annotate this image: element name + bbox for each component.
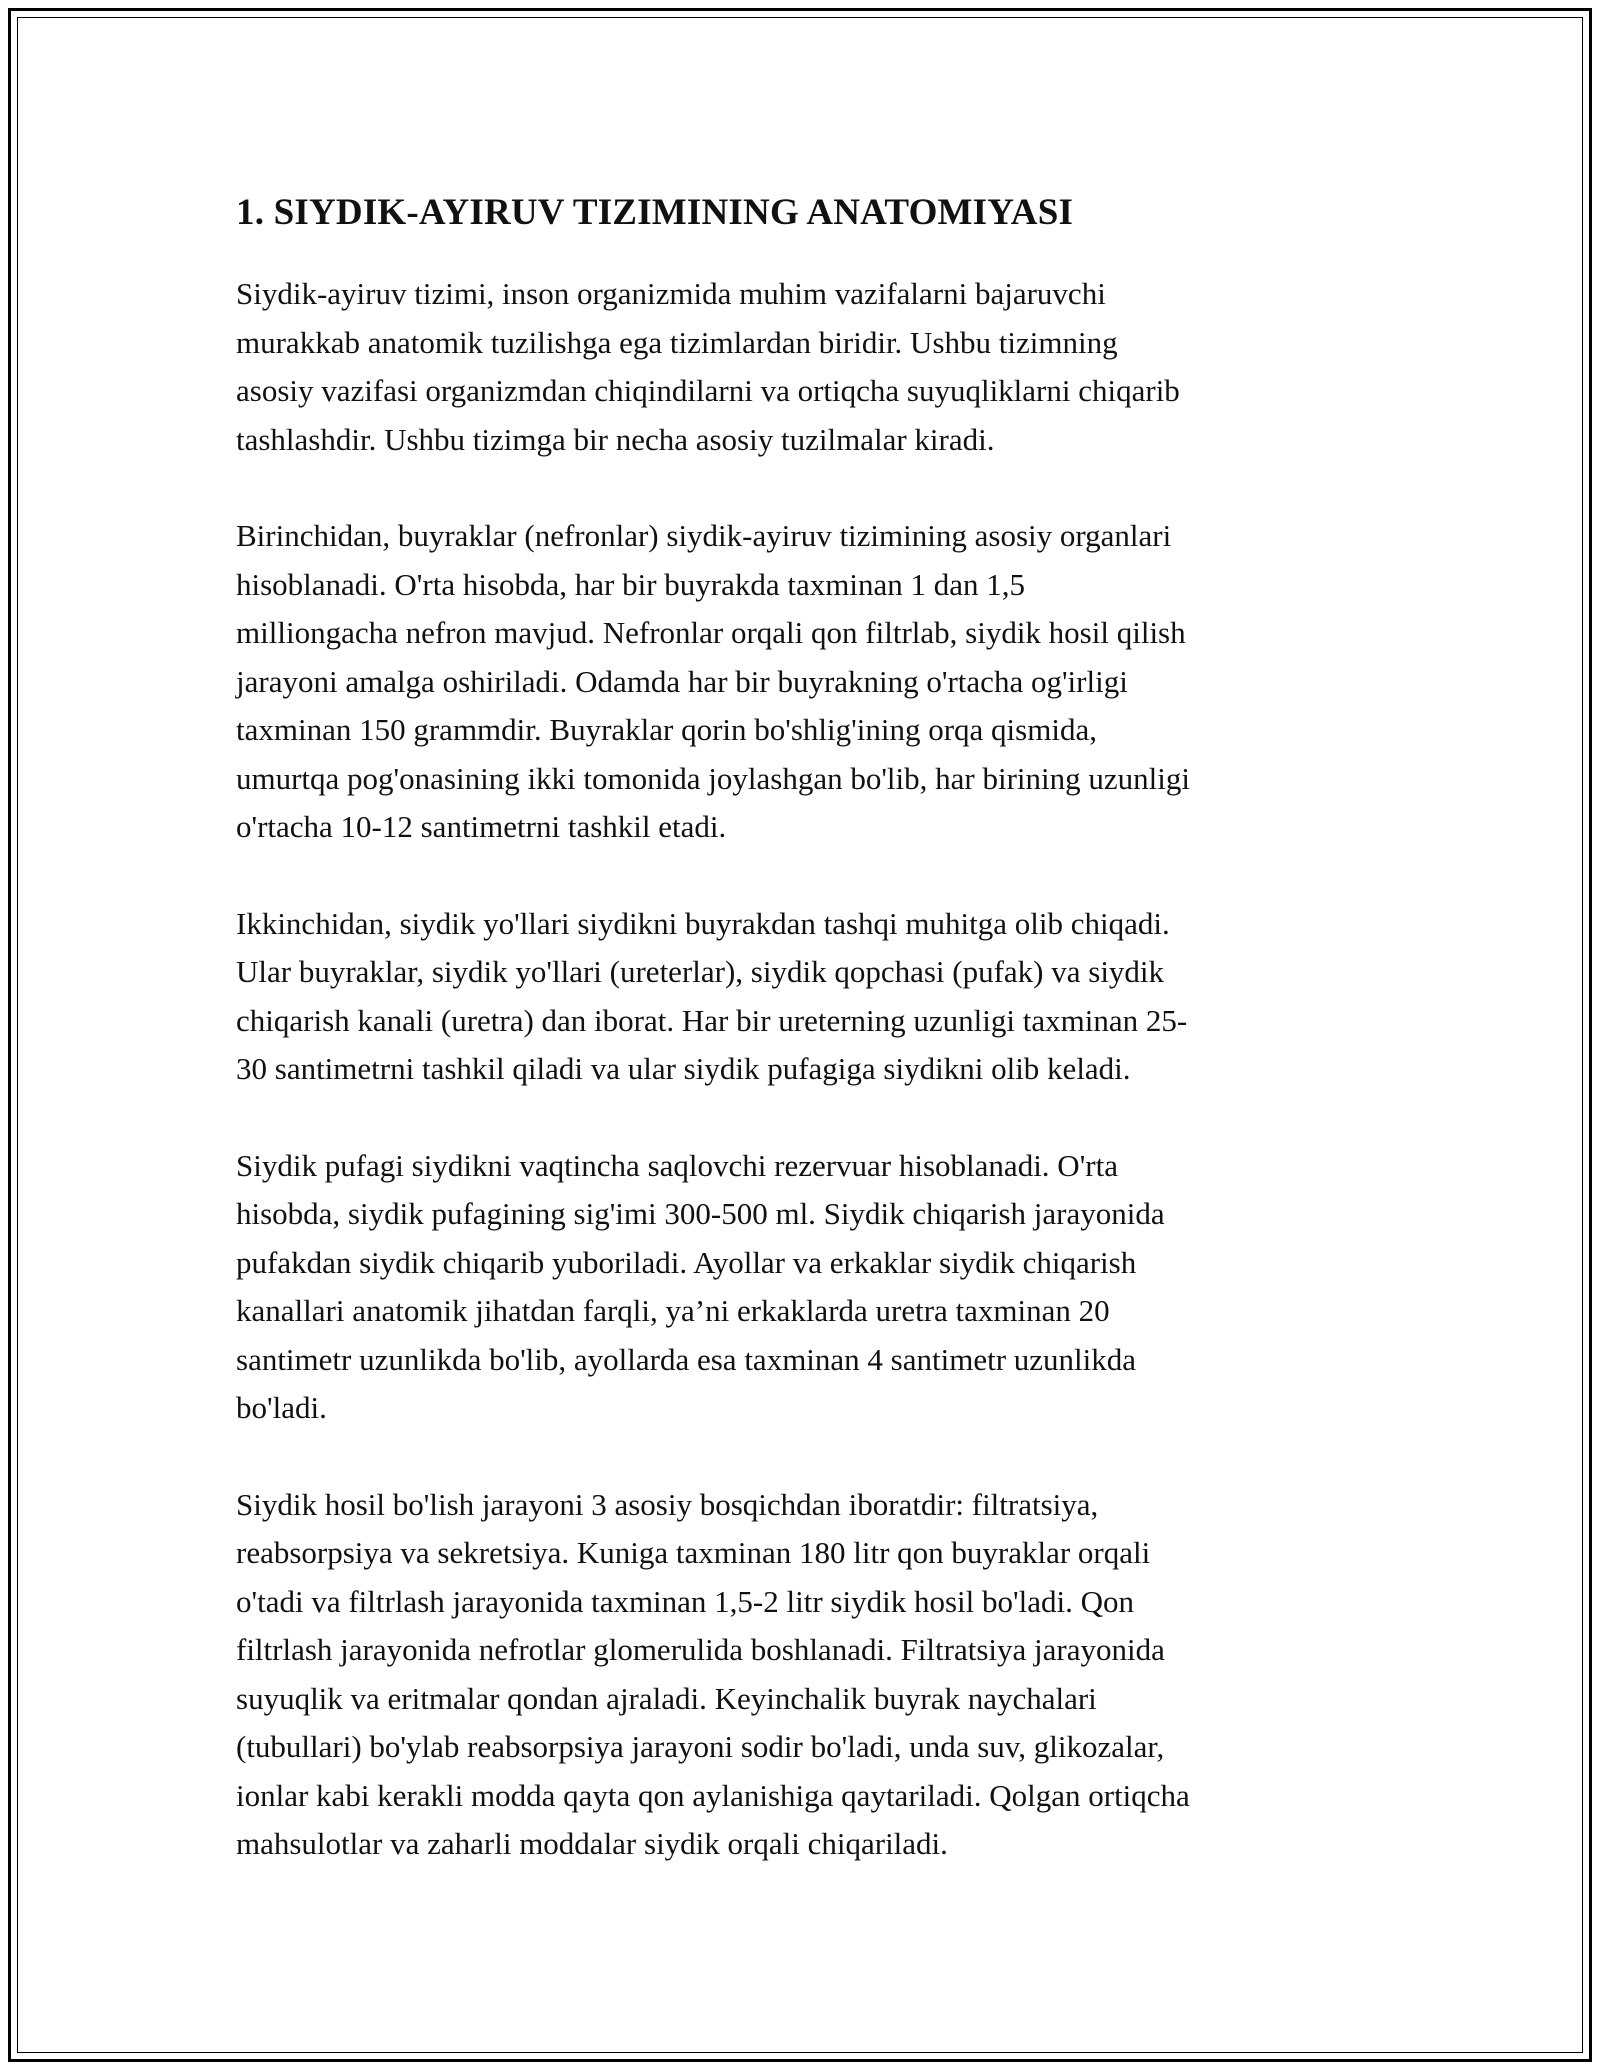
paragraph-line: pufakdan siydik chiqarib yuboriladi. Ayollar va erkaklar siydik chiqarish: [236, 1244, 1137, 1280]
paragraph-line: filtrlash jarayonida nefrotlar glomerulida boshlanadi. Filtratsiya jarayonida: [236, 1632, 1165, 1667]
paragraph-line: kanallari anatomik jihatdan farqli, ya’ni erkaklarda uretra taxminan 20: [236, 1293, 1110, 1328]
paragraph-line: Ikkinchidan, siydik yo'llari siydikni buyrakdan tashqi muhitga olib chiqadi.: [236, 905, 1170, 941]
document-body: [236, 186, 1382, 1917]
paragraph-urinary-tract: [236, 900, 1382, 1094]
paragraph-line: Ular buyraklar, siydik yo'llari (ureterlar), siydik qopchasi (pufak) va siydik: [236, 954, 1165, 989]
paragraph-line: Siydik hosil bo'lish jarayoni 3 asosiy bosqichdan iboratdir: filtratsiya,: [236, 1486, 1099, 1522]
paragraph-line: o'rtacha 10-12 santimetrni tashkil etadi.: [236, 809, 727, 844]
paragraph-line: suyuqlik va eritmalar qondan ajraladi. Keyinchalik buyrak naychalari: [236, 1680, 1097, 1716]
paragraph-line: murakkab anatomik tuzilishga ega tizimlardan biridir. Ushbu tizimning: [236, 324, 1118, 360]
paragraph-line: Siydik pufagi siydikni vaqtincha saqlovchi rezervuar hisoblanadi. O'rta: [236, 1147, 1118, 1183]
paragraph-line: tashlashdir. Ushbu tizimga bir necha asosiy tuzilmalar kiradi.: [236, 421, 995, 457]
paragraph-urine-formation: [236, 1481, 1382, 1869]
paragraph-line: chiqarish kanali (uretra) dan iborat. Har bir ureterning uzunligi taxminan 25-: [236, 1002, 1188, 1038]
paragraph-line: reabsorpsiya va sekretsiya. Kuniga taxminan 180 litr qon buyraklar orqali: [236, 1535, 1151, 1570]
paragraph-intro: [236, 270, 1382, 464]
paragraph-line: 30 santimetrni tashkil qiladi va ular siydik pufagiga siydikni olib keladi.: [236, 1051, 1131, 1086]
paragraph-line: umurtqa pog'onasining ikki tomonida joylashgan bo'lib, har birining uzunligi: [236, 760, 1190, 796]
paragraph-line: ionlar kabi kerakli modda qayta qon aylanishiga qaytariladi. Qolgan ortiqcha: [236, 1777, 1190, 1813]
paragraph-line: hisobda, siydik pufagining sig'imi 300-500 ml. Siydik chiqarish jarayonida: [236, 1196, 1165, 1231]
paragraph-line: mahsulotlar va zaharli moddalar siydik orqali chiqariladi.: [236, 1826, 948, 1861]
paragraph-line: hisoblanadi. O'rta hisobda, har bir buyrakda taxminan 1 dan 1,5: [236, 566, 1026, 602]
document-title: 1. SIYDIK-AYIRUV TIZIMINING ANATOMIYASI: [236, 192, 1074, 233]
paragraph-line: santimetr uzunlikda bo'lib, ayollarda esa taxminan 4 santimetr uzunlikda: [236, 1341, 1137, 1377]
paragraph-line: o'tadi va filtrlash jarayonida taxminan 1,5-2 litr siydik hosil bo'ladi. Qon: [236, 1583, 1134, 1619]
paragraph-bladder: [236, 1142, 1382, 1433]
paragraph-line: Siydik-ayiruv tizimi, inson organizmida muhim vazifalarni bajaruvchi: [236, 276, 1106, 311]
paragraph-line: bo'ladi.: [236, 1390, 327, 1425]
paragraph-line: taxminan 150 grammdir. Buyraklar qorin bo'shlig'ining orqa qismida,: [236, 712, 1097, 747]
paragraph-line: asosiy vazifasi organizmdan chiqindilarni va ortiqcha suyuqliklarni chiqarib: [236, 373, 1180, 408]
paragraph-line: jarayoni amalga oshiriladi. Odamda har bir buyrakning o'rtacha og'irligi: [236, 663, 1128, 699]
paragraph-line: (tubullari) bo'ylab reabsorpsiya jarayoni sodir bo'ladi, unda suv, glikozalar,: [236, 1729, 1165, 1764]
paragraph-line: milliongacha nefron mavjud. Nefronlar orqali qon filtrlab, siydik hosil qilish: [236, 615, 1186, 650]
paragraph-line: Birinchidan, buyraklar (nefronlar) siydik-ayiruv tizimining asosiy organlari: [236, 518, 1172, 553]
paragraph-kidneys: [236, 512, 1382, 852]
